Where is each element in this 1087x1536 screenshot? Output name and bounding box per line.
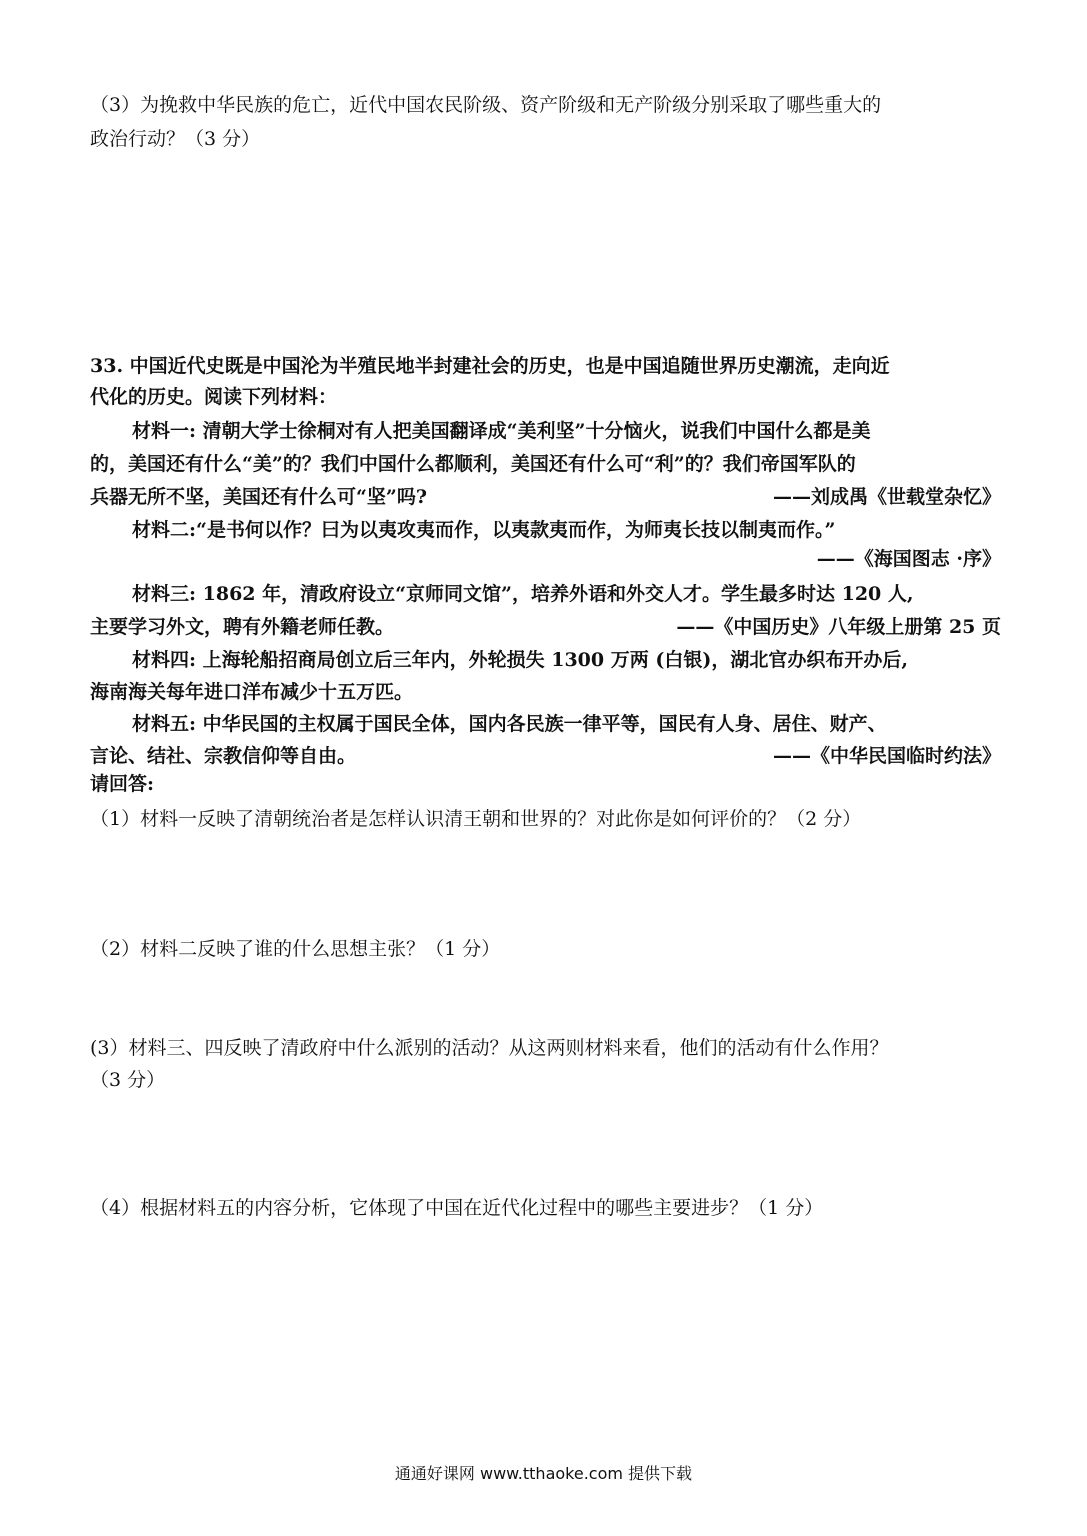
material-3-line-2: 主要学习外文，聘有外籍老师任教。 [90,616,395,638]
q32-3-line-2: 政治行动？（3 分） [90,128,261,150]
question-2: （2）材料二反映了谁的什么思想主张？（1 分） [90,938,501,960]
material-1-line-1: 材料一: 清朝大学士徐桐对有人把美国翻译成“美利坚”十分恼火，说我们中国什么都是美 [132,420,871,442]
material-5-source: ——《中华民国临时约法》 [772,745,1001,767]
material-3-line-1: 材料三: 1862 年，清政府设立“京师同文馆”，培养外语和外交人才。学生最多时达 120 人, [132,583,914,605]
q32-3-line-1: （3）为挽救中华民族的危亡，近代中国农民阶级、资产阶级和无产阶级分别采取了哪些重大的 [90,94,882,116]
material-2-line-1: 材料二:“是书何以作？曰为以夷攻夷而作，以夷款夷而作，为师夷长技以制夷而作。” [132,519,836,541]
material-5-line-1: 材料五: 中华民国的主权属于国民全体，国内各民族一律平等，国民有人身、居住、财产、 [132,713,887,735]
material-1-source: ——刘成禺《世载堂杂忆》 [772,486,1001,508]
q33-intro-line-1: 33. 中国近代史既是中国沦为半殖民地半封建社会的历史，也是中国追随世界历史潮流，走向近 [90,355,890,377]
q33-intro-line-2: 代化的历史。阅读下列材料： [90,386,338,408]
material-3-source: ——《中国历史》八年级上册第 25 页 [676,616,1001,638]
question-3-line-2: （3 分） [90,1069,166,1091]
question-3-line-1: (3）材料三、四反映了清政府中什么派别的活动？从这两则材料来看，他们的活动有什么作用？ [90,1037,889,1059]
material-5-line-2: 言论、结社、宗教信仰等自由。 [90,745,357,767]
page-footer: 通通好课网 www.tthaoke.com 提供下载 [394,1464,693,1483]
material-1-line-3: 兵器无所不坚，美国还有什么可“坚”吗? [90,486,427,508]
question-1: （1）材料一反映了清朝统治者是怎样认识清王朝和世界的？对此你是如何评价的？（2 分） [90,808,862,830]
material-4-line-2: 海南海关每年进口洋布减少十五万匹。 [90,681,414,703]
question-4: （4）根据材料五的内容分析，它体现了中国在近代化过程中的哪些主要进步？（1 分） [90,1197,824,1219]
material-2-source: ——《海国图志 ·序》 [816,548,1001,570]
answer-prompt: 请回答: [90,773,155,795]
material-1-line-2: 的，美国还有什么“美”的？我们中国什么都顺利，美国还有什么可“利”的？我们帝国军队的 [90,453,856,475]
material-4-line-1: 材料四: 上海轮船招商局创立后三年内，外轮损失 1300 万两 (白银)，湖北官办织布开办后, [132,649,908,671]
